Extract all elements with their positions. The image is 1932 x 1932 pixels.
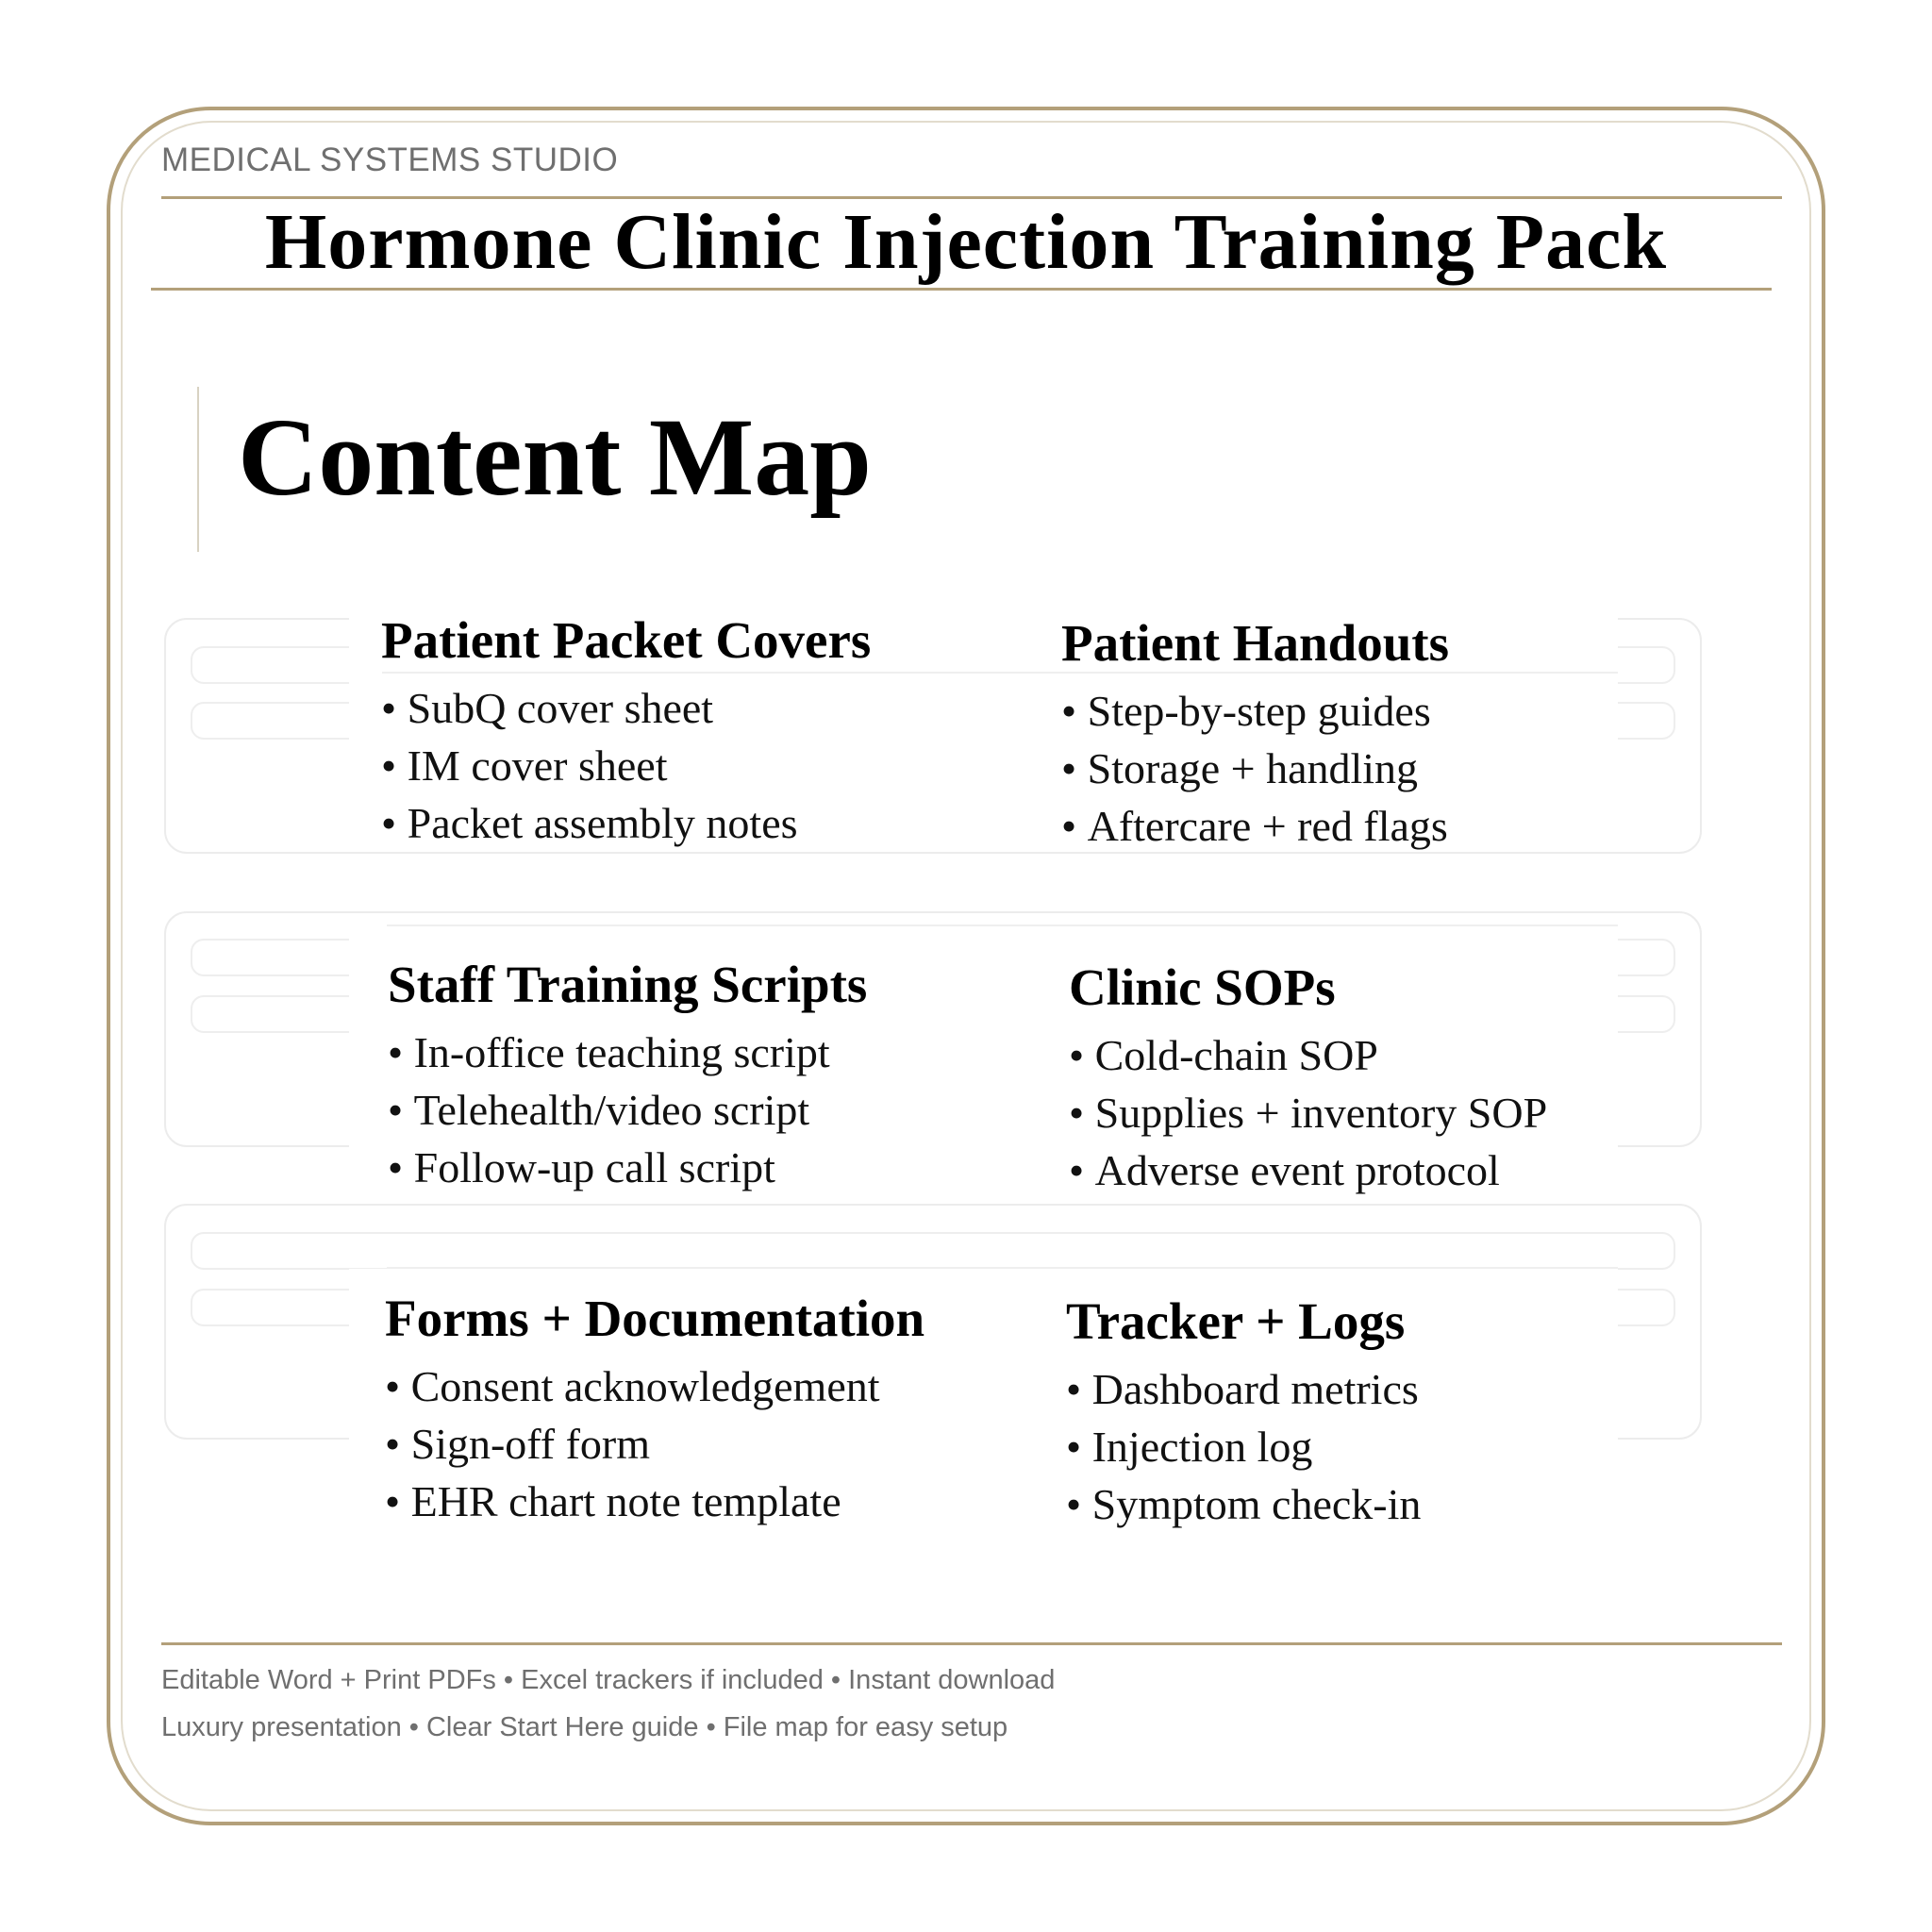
- card-title: Patient Packet Covers: [381, 611, 872, 669]
- list-item: • Telehealth/video script: [388, 1081, 867, 1139]
- list-item: • Adverse event protocol: [1069, 1141, 1547, 1199]
- content-card-forms-documentation: [385, 1290, 924, 1530]
- list-item: • Follow-up call script: [388, 1139, 867, 1196]
- list-item: • In-office teaching script: [388, 1024, 867, 1081]
- card-title: Staff Training Scripts: [388, 956, 868, 1013]
- card-title: Clinic SOPs: [1069, 958, 1336, 1016]
- header-divider-bottom: [151, 288, 1772, 291]
- content-card-clinic-sops: [1069, 958, 1547, 1199]
- list-item: • Injection log: [1066, 1418, 1421, 1475]
- footer-features-line-1: Editable Word + Print PDFs • Excel trackers if included • Instant download: [161, 1665, 1056, 1695]
- placeholder-line: [387, 924, 1618, 926]
- card-item-list: [1061, 682, 1449, 855]
- list-item: • Consent acknowledgement: [385, 1357, 924, 1415]
- card-item-list: [385, 1357, 924, 1530]
- card-title: Forms + Documentation: [385, 1290, 925, 1347]
- footer-divider: [161, 1642, 1782, 1645]
- card-item-list: [381, 679, 871, 852]
- list-item: • Supplies + inventory SOP: [1069, 1084, 1547, 1141]
- list-item: • Symptom check-in: [1066, 1475, 1421, 1533]
- card-item-list: [1069, 1026, 1547, 1199]
- list-item: • Storage + handling: [1061, 740, 1449, 797]
- placeholder-line: [387, 1267, 1618, 1269]
- content-card-staff-training-scripts: [388, 956, 867, 1196]
- content-card-tracker-logs: [1066, 1292, 1421, 1533]
- list-item: • EHR chart note template: [385, 1473, 924, 1530]
- list-item: • Step-by-step guides: [1061, 682, 1449, 740]
- list-item: • Aftercare + red flags: [1061, 797, 1449, 855]
- list-item: • Sign-off form: [385, 1415, 924, 1473]
- section-heading: Content Map: [238, 395, 872, 519]
- content-card-patient-packet-covers: [381, 611, 871, 852]
- card-title: Patient Handouts: [1061, 614, 1450, 672]
- card-title: Tracker + Logs: [1066, 1292, 1406, 1350]
- list-item: • IM cover sheet: [381, 737, 871, 794]
- page-title: Hormone Clinic Injection Training Pack: [264, 198, 1668, 286]
- content-card-patient-handouts: [1061, 614, 1449, 855]
- section-accent-bar: [197, 387, 199, 552]
- placeholder-bar: [191, 1232, 1675, 1270]
- list-item: • Packet assembly notes: [381, 794, 871, 852]
- list-item: • Cold-chain SOP: [1069, 1026, 1547, 1084]
- footer-features-line-2: Luxury presentation • Clear Start Here guide • File map for easy setup: [161, 1712, 1008, 1742]
- list-item: • SubQ cover sheet: [381, 679, 871, 737]
- list-item: • Dashboard metrics: [1066, 1360, 1421, 1418]
- card-item-list: [1066, 1360, 1421, 1533]
- card-item-list: [388, 1024, 867, 1196]
- brand-label: MEDICAL SYSTEMS STUDIO: [161, 142, 619, 178]
